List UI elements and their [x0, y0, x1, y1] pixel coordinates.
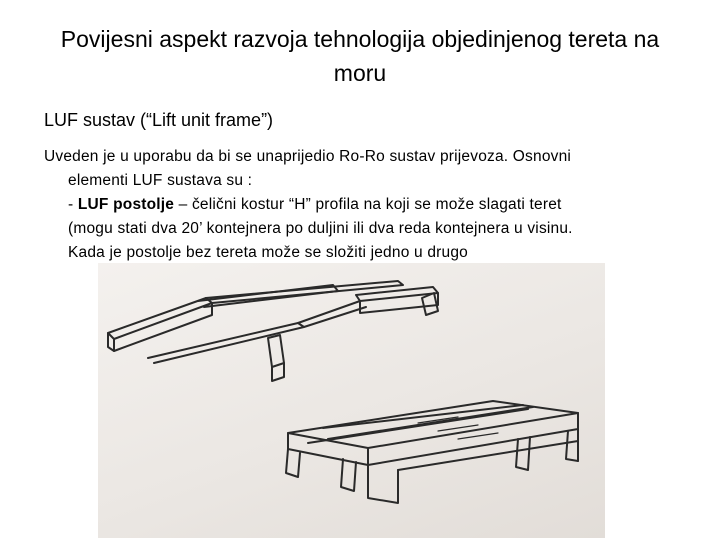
lower-frame-drawing [286, 401, 578, 503]
bullet-label: LUF postolje [77, 196, 175, 213]
body-paragraph [44, 145, 674, 265]
paragraph-line-5: Kada je postolje bez tereta može se složiti jedno u drugo [68, 244, 468, 261]
luf-frame-figure [98, 263, 605, 538]
upper-frame-drawing [108, 281, 438, 381]
luf-frame-illustration-icon [98, 263, 605, 538]
slide-title: Povijesni aspekt razvoja tehnologija objedinjenog tereta na moru [60, 26, 660, 86]
bullet-prefix: - [68, 196, 78, 213]
paragraph-bullet-line [44, 193, 674, 217]
section-heading: LUF sustav (“Lift unit frame”) [44, 110, 274, 130]
paragraph-line-2: elementi LUF sustava su : [68, 172, 253, 189]
paragraph-line-4: (mogu stati dva 20’ kontejnera po duljini ili dva reda kontejnera u visinu. [68, 220, 573, 237]
bullet-text: – čelični kostur “H” profila na koji se može slagati teret [174, 196, 562, 213]
paragraph-line-1: Uveden je u uporabu da bi se unaprijedio Ro-Ro sustav prijevoza. Osnovni [44, 148, 572, 165]
